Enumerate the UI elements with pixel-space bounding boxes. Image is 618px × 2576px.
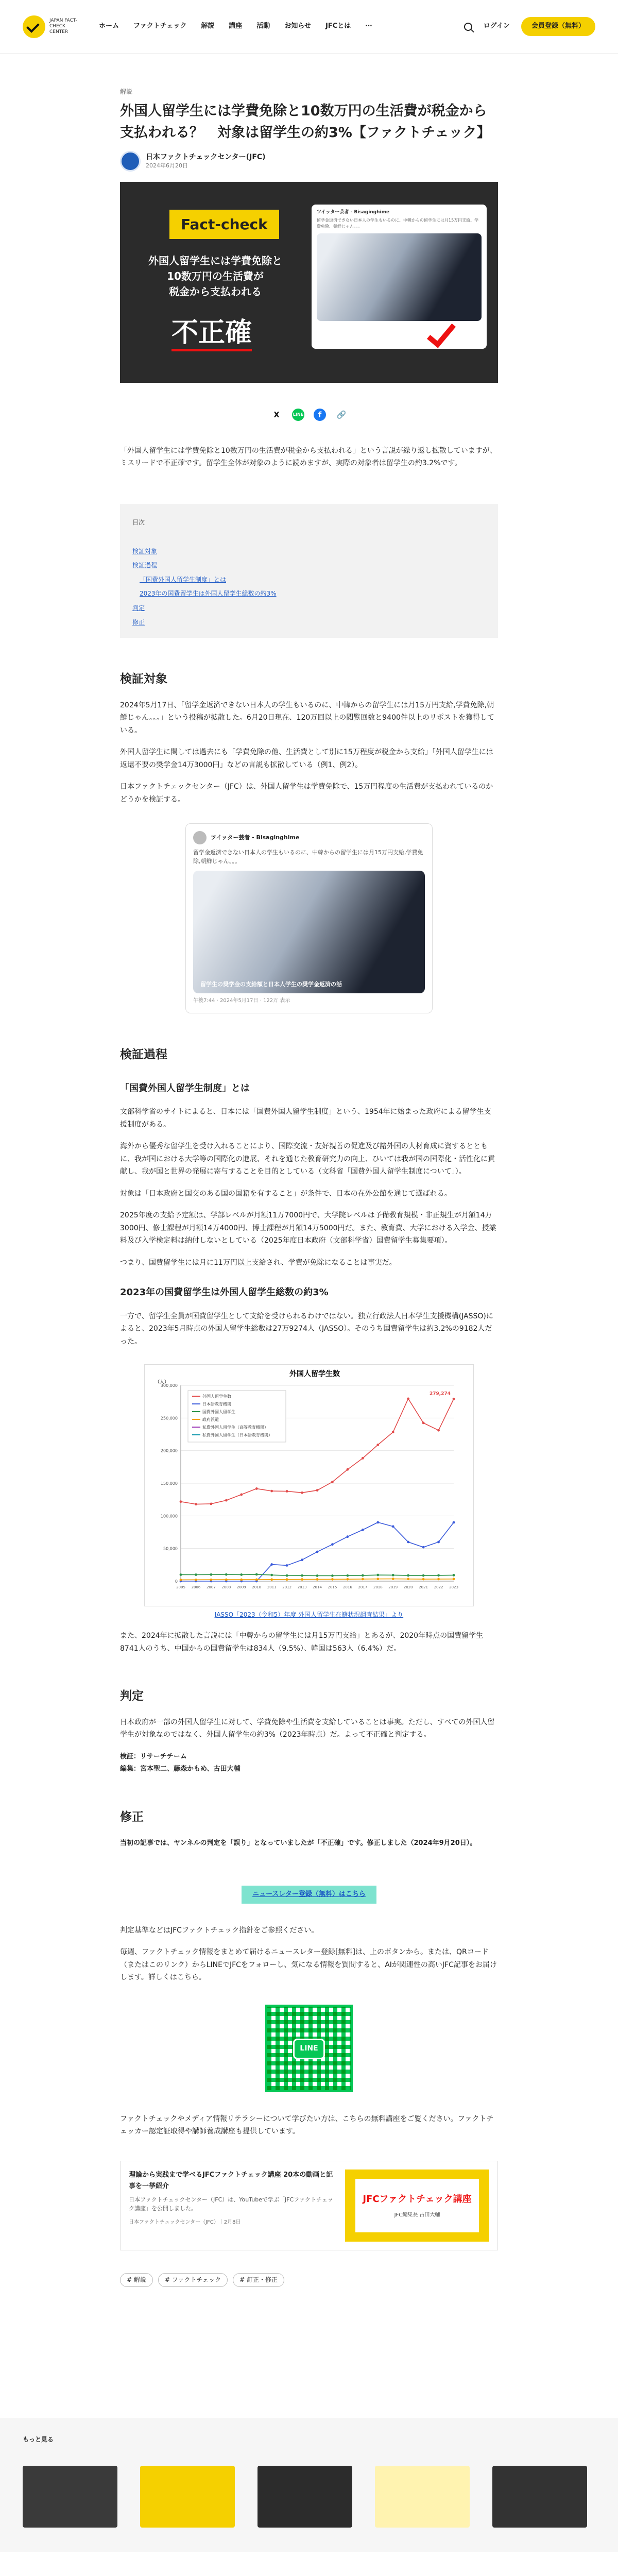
subsection-heading: 2023年の国費留学生は外国人留学生総数の約3% <box>120 1287 329 1298</box>
paragraph: 2025年度の支給予定額は、学部レベルが月額11万7000円で、大学院レベルは予備教育規模・非正規生が月額14万3000円、修士課程が月額14万4000円、博士課程が月額14万5000円だ。また、教育費、大学における入学金、授業料及び入学検定料は納付しないとしている（2025年度日本政府（文部科学省）国費留学生募集要項）。 <box>120 1211 496 1245</box>
embed-account-name: ツイッター芸者 - Bisaginghime <box>211 834 300 841</box>
data-point <box>316 1489 319 1492</box>
data-point <box>376 1578 379 1581</box>
copy-link-icon[interactable]: 🔗 <box>336 410 347 419</box>
x-tick-label: 2022 <box>434 1585 443 1590</box>
data-point <box>346 1578 349 1581</box>
data-point <box>407 1574 409 1577</box>
data-point <box>422 1574 425 1577</box>
data-point <box>316 1574 319 1577</box>
x-tick-label: 2018 <box>373 1585 383 1590</box>
embed-caption: 留学生の奨学金の支給額と日本人学生の奨学金返済の話 <box>200 980 342 988</box>
article-title: 外国人留学生には学費免除と10数万円の生活費が税金から支払われる？ 対象は留学生の約3%【ファクトチェック】 <box>120 103 491 141</box>
data-point <box>437 1578 440 1581</box>
publish-date: 2024年6月20日 <box>146 162 188 169</box>
more-title: もっと見る <box>23 2435 54 2443</box>
tag[interactable]: # ファクトチェック <box>158 2273 228 2287</box>
hero-post-photo <box>317 233 482 321</box>
x-tick-label: 2014 <box>313 1585 322 1590</box>
main-nav <box>99 21 372 32</box>
x-tick-label: 2017 <box>358 1585 368 1590</box>
more-row <box>23 2466 595 2528</box>
x-tick-label: 2023 <box>449 1585 458 1590</box>
paragraph: 文部科学省のサイトによると、日本には「国費外国人留学生制度」という、1954年に始まった政府による留学生支援制度がある。 <box>120 1108 491 1129</box>
data-point <box>180 1573 182 1576</box>
toc-item[interactable]: 「国費外国人留学生制度」とは <box>140 575 227 583</box>
data-point <box>240 1573 243 1576</box>
author-block <box>120 151 498 172</box>
x-tick-label: 2005 <box>176 1585 185 1590</box>
hero-image <box>120 182 498 383</box>
toc-item[interactable]: 2023年の国費留学生は外国人留学生総数の約3% <box>140 590 277 598</box>
nav-explainer[interactable]: 解説 <box>201 22 215 30</box>
tag-list <box>120 2273 498 2287</box>
nav-home[interactable]: ホーム <box>99 22 119 30</box>
data-point <box>195 1503 197 1505</box>
data-point <box>286 1490 288 1493</box>
jfc-logo[interactable] <box>23 15 45 38</box>
section-heading: 検証過程 <box>120 1047 167 1061</box>
legend-entry: 私費外国人留学生（日本語教育機関） <box>202 1433 272 1438</box>
nav-factcheck[interactable]: ファクトチェック <box>133 22 187 30</box>
y-axis-label: （人） <box>155 1380 169 1385</box>
data-point <box>301 1574 303 1577</box>
data-point <box>331 1481 334 1483</box>
legend-entry: 私費外国人留学生（高等教育機関） <box>202 1425 268 1430</box>
data-point <box>346 1574 349 1577</box>
data-point <box>225 1573 228 1576</box>
data-point <box>437 1429 440 1432</box>
article-category[interactable]: 解説 <box>120 88 133 95</box>
data-point <box>286 1574 288 1577</box>
paragraph: また、2024年に拡散した言説には「中韓からの留学生には月15万円支給」とあるが、2020年時点の国費留学生8741人のうち、中国からの国費留学生は834人（9.5%）、韓国は563人（6.4%）だ。 <box>120 1632 484 1653</box>
promo-image-title: JFCファクトチェック講座 <box>363 2194 472 2205</box>
data-point <box>180 1501 182 1503</box>
paragraph: つまり、国費留学生には月に11万円以上支給され、学費が免除になることは事実だ。 <box>120 1258 397 1267</box>
section-heading: 修正 <box>120 1810 144 1824</box>
paragraph: 日本ファクトチェックセンター（JFC）は、外国人留学生は学費免除で、15万円程度の生活費が支払われているのかどうかを検証する。 <box>120 783 493 804</box>
promo-description: 日本ファクトチェックセンター（JFC）は、YouTubeで学ぶ「JFCファクトチェック講座」を公開しました。 <box>129 2196 333 2212</box>
hero-post-card <box>312 205 487 349</box>
embed-meta: 午後7:44 · 2024年5月17日 · 122万 表示 <box>193 998 290 1004</box>
hero-card-name: ツイッター芸者 - Bisaginghime <box>317 209 390 215</box>
x-tick-label: 2008 <box>221 1585 231 1590</box>
x-tick-label: 2016 <box>342 1585 352 1590</box>
paragraph: 外国人留学生に関しては過去にも「学費免除の他、生活費として別に15万程度が税金から支給」「外国人留学生には返還不要の奨学金14万3000円」などの言説も拡散している（例1、例2）。 <box>120 748 493 769</box>
data-point <box>195 1573 197 1576</box>
more-article-card[interactable] <box>140 2466 235 2528</box>
lead-paragraph: 「外国人留学生には学費免除と10数万円の生活費が税金から支払われる」という言説が繰り返し拡散していますが、ミスリードで不正確です。留学生全体が対象のように読めますが、実際の対象者は留学生の約3.2%です。 <box>120 446 497 468</box>
data-point <box>240 1579 243 1581</box>
data-point <box>210 1579 212 1581</box>
section-heading: 検証対象 <box>120 672 167 686</box>
more-articles <box>0 2418 618 2552</box>
newsletter-button[interactable]: ニュースレター登録（無料）はこちら <box>242 1886 376 1904</box>
paragraph: 判定基準などはJFCファクトチェック指針をご参照ください。 <box>120 1926 319 1935</box>
promo-author: 日本ファクトチェックセンター（JFC）｜2月8日 <box>129 2219 241 2226</box>
data-point <box>362 1578 364 1581</box>
y-tick-label: 250,000 <box>160 1416 178 1421</box>
data-point <box>225 1579 228 1581</box>
data-point <box>255 1487 258 1490</box>
hero-card-text: 留学金返済できない日本人の学生もいるのに、中韓からの留学生には月15万円支給、学費免除、朝鮮じゃん。。。 <box>317 218 479 229</box>
data-point <box>437 1541 440 1544</box>
data-point <box>301 1559 303 1562</box>
signup-button[interactable]: 会員登録（無料） <box>521 17 595 36</box>
y-tick-label: 50,000 <box>163 1546 178 1551</box>
login-link[interactable]: ログイン <box>483 22 510 30</box>
data-point <box>422 1578 425 1581</box>
embedded-post[interactable] <box>185 823 433 1013</box>
data-point <box>453 1398 455 1400</box>
paragraph: ファクトチェックやメディア情報リテラシーについて学びたい方は、こちらの無料講座をご覧ください。ファクトチェッカー認定証取得や講師養成講座も提供しています。 <box>120 2114 494 2136</box>
y-tick-label: 200,000 <box>160 1448 178 1453</box>
chart-source-link[interactable]: JASSO「2023（令和5）年度 外国人留学生在籍状況調査結果」より <box>214 1611 404 1619</box>
site-header <box>0 0 618 54</box>
student-count-chart <box>144 1364 474 1606</box>
data-point <box>362 1529 364 1531</box>
hero-badge: Fact-check <box>169 210 279 239</box>
data-point <box>453 1574 455 1577</box>
toc-item[interactable]: 判定 <box>132 604 145 612</box>
data-point <box>210 1573 212 1576</box>
promo-image <box>345 2170 489 2242</box>
embed-header <box>193 831 425 844</box>
data-point <box>346 1468 349 1471</box>
credit-line: 検証：リサーチチーム <box>120 1752 187 1760</box>
data-point <box>255 1573 258 1576</box>
course-promo-card[interactable] <box>120 2161 498 2250</box>
data-point <box>453 1578 455 1581</box>
toc-item[interactable]: 検証対象 <box>132 547 158 555</box>
data-point <box>255 1579 258 1581</box>
toc-heading[interactable]: 目次 <box>132 518 145 526</box>
data-point <box>422 1546 425 1549</box>
hero-claim <box>130 253 300 299</box>
data-point <box>392 1526 394 1528</box>
embed-avatar <box>193 831 207 844</box>
x-tick-label: 2019 <box>388 1585 398 1590</box>
data-point <box>270 1563 273 1566</box>
x-tick-label: 2007 <box>206 1585 216 1590</box>
share-bar <box>120 409 498 421</box>
y-tick-label: 0 <box>175 1579 178 1584</box>
data-point <box>316 1551 319 1553</box>
data-point <box>376 1521 379 1524</box>
legend-entry: 政府派遣 <box>202 1417 219 1422</box>
data-point <box>195 1579 197 1581</box>
hero-claim-line: 外国人留学生には学費免除と <box>148 254 282 267</box>
data-point <box>301 1492 303 1494</box>
author-name[interactable]: 日本ファクトチェックセンター(JFC) <box>146 153 266 162</box>
data-point <box>331 1578 334 1581</box>
nav-activities[interactable]: 活動 <box>256 22 270 30</box>
section-heading: 判定 <box>120 1689 144 1703</box>
chart-annotation: 279,274 <box>430 1391 451 1397</box>
data-point <box>331 1544 334 1546</box>
embed-text: 留学金返済できない日本人の学生もいるのに、中韓からの留学生には月15万円支給,学費免除,朝鮮じゃん。。。 <box>193 849 423 865</box>
x-tick-label: 2010 <box>252 1585 262 1590</box>
hero-verdict: 不正確 <box>171 317 252 351</box>
data-point <box>225 1499 228 1502</box>
data-point <box>392 1574 394 1577</box>
credit-line: 編集：宮本聖二、藤森かもめ、古田大輔 <box>120 1765 241 1773</box>
data-point <box>286 1579 288 1581</box>
data-point <box>270 1490 273 1493</box>
paragraph: 一方で、留学生全員が国費留学生として支給を受けられるわけではない。独立行政法人日本学生支援機構(JASSO)によると、2023年5月時点の外国人留学生総数は27万9274人（JASSO）。そのうち国費留学生は約3.2%の9182人だった。 <box>120 1312 493 1346</box>
x-tick-label: 2021 <box>419 1585 428 1590</box>
hero-claim-line: 10数万円の生活費が <box>167 269 264 282</box>
data-point <box>453 1521 455 1524</box>
x-tick-label: 2011 <box>267 1585 277 1590</box>
line-qr-label: LINE <box>293 2039 325 2059</box>
data-point <box>331 1574 334 1577</box>
tag[interactable]: # 解説 <box>120 2273 153 2287</box>
promo-image-sub: JFC編集長 古田大輔 <box>394 2212 440 2218</box>
more-article-card[interactable] <box>23 2466 117 2528</box>
more-article-card[interactable] <box>375 2466 470 2528</box>
data-point <box>407 1541 409 1544</box>
chart-title: 外国人留学生数 <box>289 1370 340 1379</box>
logo-text: JAPAN FACT-CHECK CENTER <box>49 18 77 35</box>
author-avatar[interactable] <box>120 151 141 172</box>
tag[interactable]: # 訂正・修正 <box>233 2273 284 2287</box>
table-of-contents <box>120 504 498 638</box>
x-tick-label: 2009 <box>236 1585 246 1590</box>
credits <box>120 1751 498 1776</box>
paragraph: 対象は「日本政府と国交のある国の国籍を有すること」が条件で、日本の在外公館を通じて選ばれる。 <box>120 1189 452 1198</box>
share-x-icon[interactable]: X <box>273 410 280 419</box>
nav-course[interactable]: 講座 <box>229 22 243 30</box>
toc-item[interactable]: 修正 <box>132 618 145 626</box>
share-line-icon[interactable]: LINE <box>292 409 304 421</box>
promo-title: 理論から実践まで学べるJFCファクトチェック講座 20本の動画と記事を一挙紹介 <box>129 2171 333 2191</box>
data-point <box>362 1574 364 1577</box>
more-article-card[interactable] <box>258 2466 352 2528</box>
article <box>120 54 498 2287</box>
correction-note: 当初の記事では、ヤンネルの判定を「誤り」となっていましたが「不正確」です。修正しました（2024年9月20日）。 <box>120 1839 477 1848</box>
toc-item[interactable]: 検証過程 <box>132 562 158 569</box>
data-point <box>316 1578 319 1581</box>
data-point <box>422 1422 425 1425</box>
subsection-heading: 「国費外国人留学生制度」とは <box>120 1082 250 1094</box>
x-tick-label: 2013 <box>297 1585 307 1590</box>
chart-source <box>120 1609 498 1620</box>
data-point <box>301 1578 303 1581</box>
data-point <box>407 1398 409 1400</box>
x-tick-label: 2012 <box>282 1585 292 1590</box>
data-point <box>210 1503 212 1505</box>
legend-entry: 日本語教育機関 <box>202 1402 231 1407</box>
x-tick-label: 2015 <box>328 1585 337 1590</box>
data-point <box>240 1494 243 1496</box>
nav-more-icon[interactable]: ⋯ <box>365 22 372 30</box>
y-tick-label: 150,000 <box>160 1481 178 1486</box>
data-point <box>392 1578 394 1580</box>
embed-photo <box>193 871 425 993</box>
paragraph: 2024年5月17日、「留学金返済できない日本人の学生もいるのに、中韓からの留学生には月15万円支給,学費免除,朝鮮じゃん。。。」という投稿が拡散した。6月20日現在、120万回以上の閲覧回数と9400件以上のリポストを獲得している。 <box>120 701 494 735</box>
search-icon[interactable] <box>464 23 472 31</box>
data-point <box>180 1579 182 1581</box>
data-point <box>362 1457 364 1460</box>
chart-svg <box>145 1365 474 1607</box>
paragraph: 日本政府が一部の外国人留学生に対して、学費免除や生活費を支給していることは事実。ただし、すべての外国人留学生が対象なのではなく、外国人留学生の約3%（2023年時点）だ。よって不正確と判定する。 <box>120 1718 495 1739</box>
toc-list <box>132 548 486 627</box>
paragraph: 海外から優秀な留学生を受け入れることにより、国際交流・友好親善の促進及び諸外国の人材育成に資するとともに、我が国における大学等の国際化の進展、それを通じた教育研究力の向上、ひいては我が国の国際化・活性化に貢献し、我が国と世界の発展に寄与することを目的としている（文科省「国費外国人留学生制度について」）。 <box>120 1142 495 1176</box>
data-point <box>437 1574 440 1577</box>
data-point <box>286 1564 288 1567</box>
y-tick-label: 300,000 <box>160 1383 178 1388</box>
data-point <box>270 1574 273 1577</box>
promo-image-inner <box>355 2179 479 2232</box>
y-tick-label: 100,000 <box>160 1514 178 1519</box>
nav-news[interactable]: お知らせ <box>284 22 312 30</box>
legend-entry: 国費外国人留学生 <box>202 1410 235 1415</box>
x-tick-label: 2020 <box>403 1585 413 1590</box>
more-article-card[interactable] <box>492 2466 587 2528</box>
data-point <box>346 1536 349 1538</box>
hero-claim-line: 税金から支払われる <box>169 285 262 298</box>
header-actions <box>464 17 595 36</box>
x-tick-label: 2006 <box>191 1585 201 1590</box>
nav-about[interactable]: JFCとは <box>325 22 351 30</box>
promo-text <box>129 2170 338 2242</box>
share-facebook-icon[interactable]: f <box>314 409 326 421</box>
data-point <box>392 1431 394 1434</box>
data-point <box>376 1574 379 1577</box>
legend-entry: 外国人留学生数 <box>202 1394 231 1399</box>
paragraph: 毎週、ファクトチェック情報をまとめて届けるニュースレター登録[無料]は、上のボタンから。または、QRコード（またはこのリンク）からLINEでJFCをフォローし、気になる情報を質問すると、AIが関連性の高いJFC記事をお届けします。詳しくはこちら。 <box>120 1948 497 1982</box>
data-point <box>270 1579 273 1581</box>
line-qr-code[interactable] <box>265 2005 353 2092</box>
data-point <box>407 1578 409 1581</box>
data-point <box>376 1444 379 1446</box>
